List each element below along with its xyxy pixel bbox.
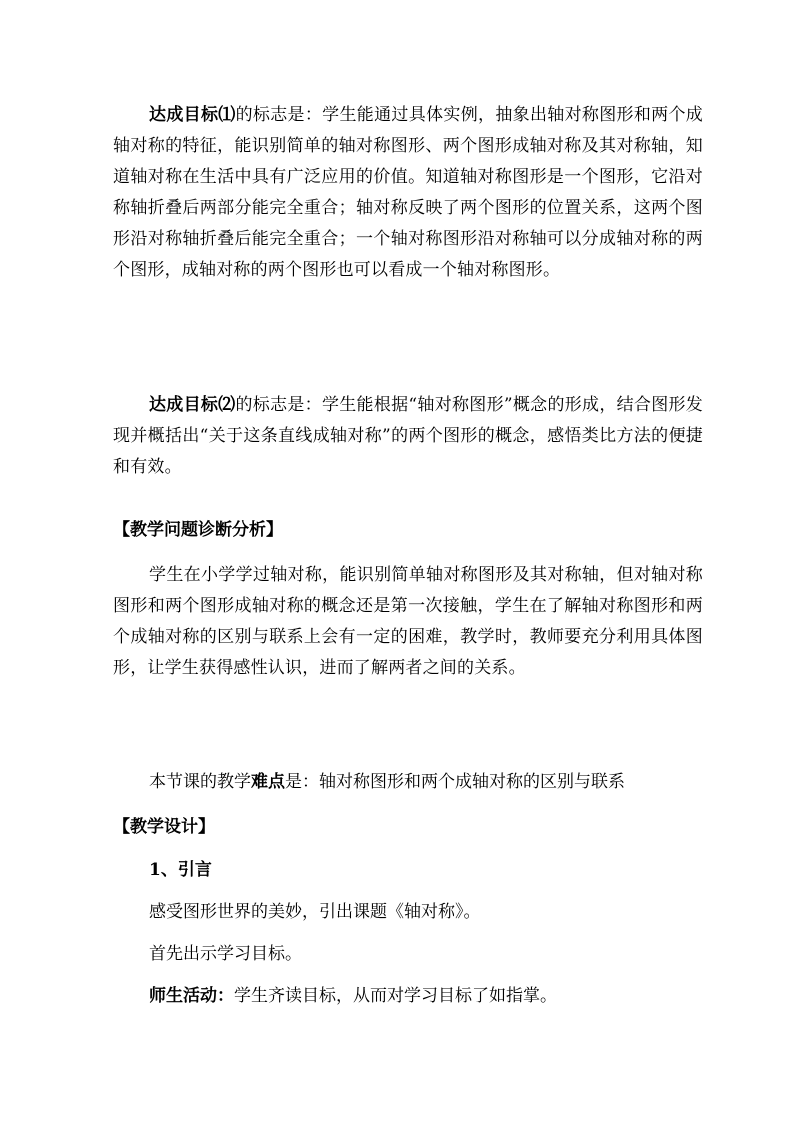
goal2-paragraph: [113, 390, 703, 483]
goal2-text: 的标志是：学生能根据“轴对称图形”概念的形成，结合图形发现并概括出“关于这条直线成轴对称”的两个图形的概念，感悟类比方法的便捷和有效。: [113, 395, 704, 477]
activity-label: 师生活动：: [149, 986, 234, 1006]
step1-title: 1、引言: [149, 860, 212, 880]
goal1-paragraph: [113, 100, 703, 286]
difficulty-suffix: 是：轴对称图形和两个成轴对称的区别与联系: [285, 772, 625, 792]
difficulty-bold: 难点: [251, 772, 285, 792]
goal1-lead: 达成目标⑴: [149, 105, 236, 125]
diagnosis-paragraph: 学生在小学学过轴对称，能识别简单轴对称图形及其对称轴，但对轴对称图形和两个图形成轴对称的概念还是第一次接触，学生在了解轴对称图形和两个成轴对称的区别与联系上会有一定的困难，教学时，教师要充分利用具体图形，让学生获得感性认识，进而了解两者之间的关系。: [113, 565, 703, 678]
intro-line: 感受图形世界的美妙，引出课题《轴对称》。: [149, 902, 481, 922]
difficulty-line: [149, 767, 625, 798]
goal1-text: 的标志是：学生能通过具体实例，抽象出轴对称图形和两个成轴对称的特征，能识别简单的轴对称图形、两个图形成轴对称及其对称轴，知道轴对称在生活中具有广泛应用的价值。知道轴对称图形是一个图形，它沿对称轴折叠后两部分能完全重合；轴对称反映了两个图形的位置关系，这两个图形沿对称轴折叠后能完全重合；一个轴对称图形沿对称轴可以分成轴对称的两个图形，成轴对称的两个图形也可以看成一个轴对称图形。: [113, 105, 704, 280]
difficulty-prefix: 本节课的教学: [149, 772, 251, 792]
goal2-lead: 达成目标⑵: [149, 395, 236, 415]
activity-line: [149, 981, 557, 1012]
design-heading: 【教学设计】: [113, 817, 215, 837]
diagnosis-heading: 【教学问题诊断分析】: [113, 520, 283, 540]
goal-display-line: 首先出示学习目标。: [149, 944, 302, 964]
activity-text: 学生齐读目标，从而对学习目标了如指掌。: [234, 986, 557, 1006]
